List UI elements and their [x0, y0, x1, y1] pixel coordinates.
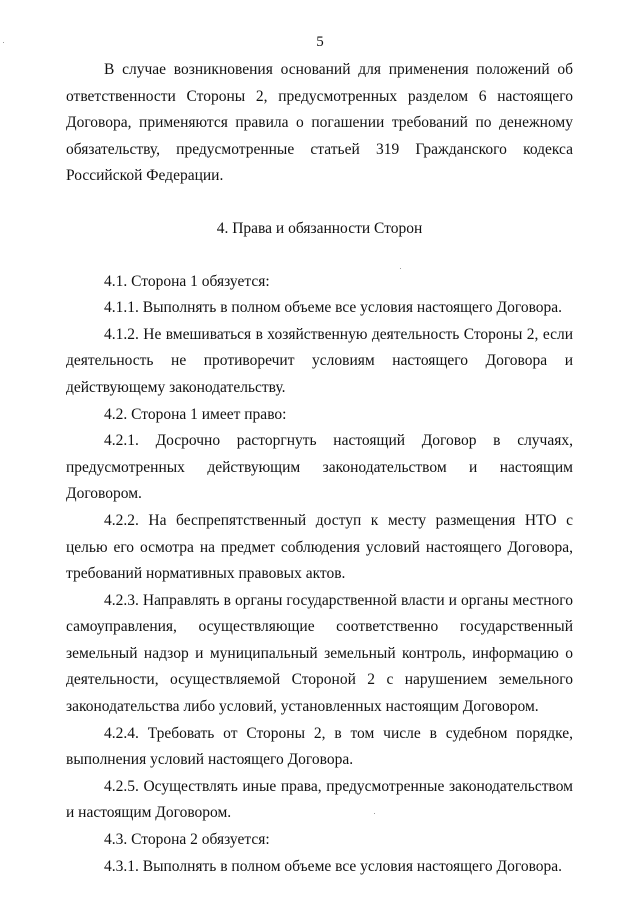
clause-4-2-4: 4.2.4. Требовать от Стороны 2, в том числе в судебном порядке, выполнения условий настоящего Договора.: [66, 724, 573, 769]
section-heading: 4. Права и обязанности Сторон: [216, 219, 423, 237]
clause-4-1-1: 4.1.1. Выполнять в полном объеме все условия настоящего Договора.: [104, 299, 563, 317]
intro-paragraph: В случае возникновения оснований для применения положений об ответственности Стороны 2, предусмотренных разделом 6 настоящего Договора, применяются правила о погашении требований по денежному обязательству, предусмотренные статьей 319 Гражданского кодекса Российской Федерации.: [66, 61, 573, 185]
clause-4-2-2: 4.2.2. На беспрепятственный доступ к месту размещения НТО с целью его осмотра на предмет соблюдения условий настоящего Договора, требований нормативных правовых актов.: [66, 511, 573, 583]
clause-4-2-3: 4.2.3. Направлять в органы государственной власти и органы местного самоуправления, осуществляющие соответственно государственный земельный надзор и муниципальный земельный контроль, информацию о деятельности, осуществляемой Стороной 2 с нарушением земельного законодательства либо условий, установленных настоящим Договором.: [66, 591, 573, 716]
clause-4-3-1: 4.3.1. Выполнять в полном объеме все условия настоящего Договора.: [104, 857, 563, 875]
clause-4-2-1: 4.2.1. Досрочно расторгнуть настоящий Договор в случаях, предусмотренных действующим законодательством и настоящим Договором.: [66, 432, 573, 503]
clause-4-2: 4.2. Сторона 1 имеет право:: [104, 405, 287, 423]
page-number: 5: [316, 34, 324, 50]
scan-speck: [3, 42, 4, 43]
clause-4-1-2: 4.1.2. Не вмешиваться в хозяйственную деятельность Стороны 2, если деятельность не противоречит условиям настоящего Договора и действующему законодательству.: [66, 325, 573, 396]
clause-4-3: 4.3. Сторона 2 обязуется:: [104, 831, 270, 849]
scan-speck: [400, 268, 401, 269]
document-body: [66, 57, 573, 880]
clause-4-1: 4.1. Сторона 1 обязуется:: [104, 272, 270, 290]
scan-speck: [374, 813, 375, 814]
clause-4-2-5: 4.2.5. Осуществлять иные права, предусмотренные законодательством и настоящим Договором.: [66, 777, 573, 822]
